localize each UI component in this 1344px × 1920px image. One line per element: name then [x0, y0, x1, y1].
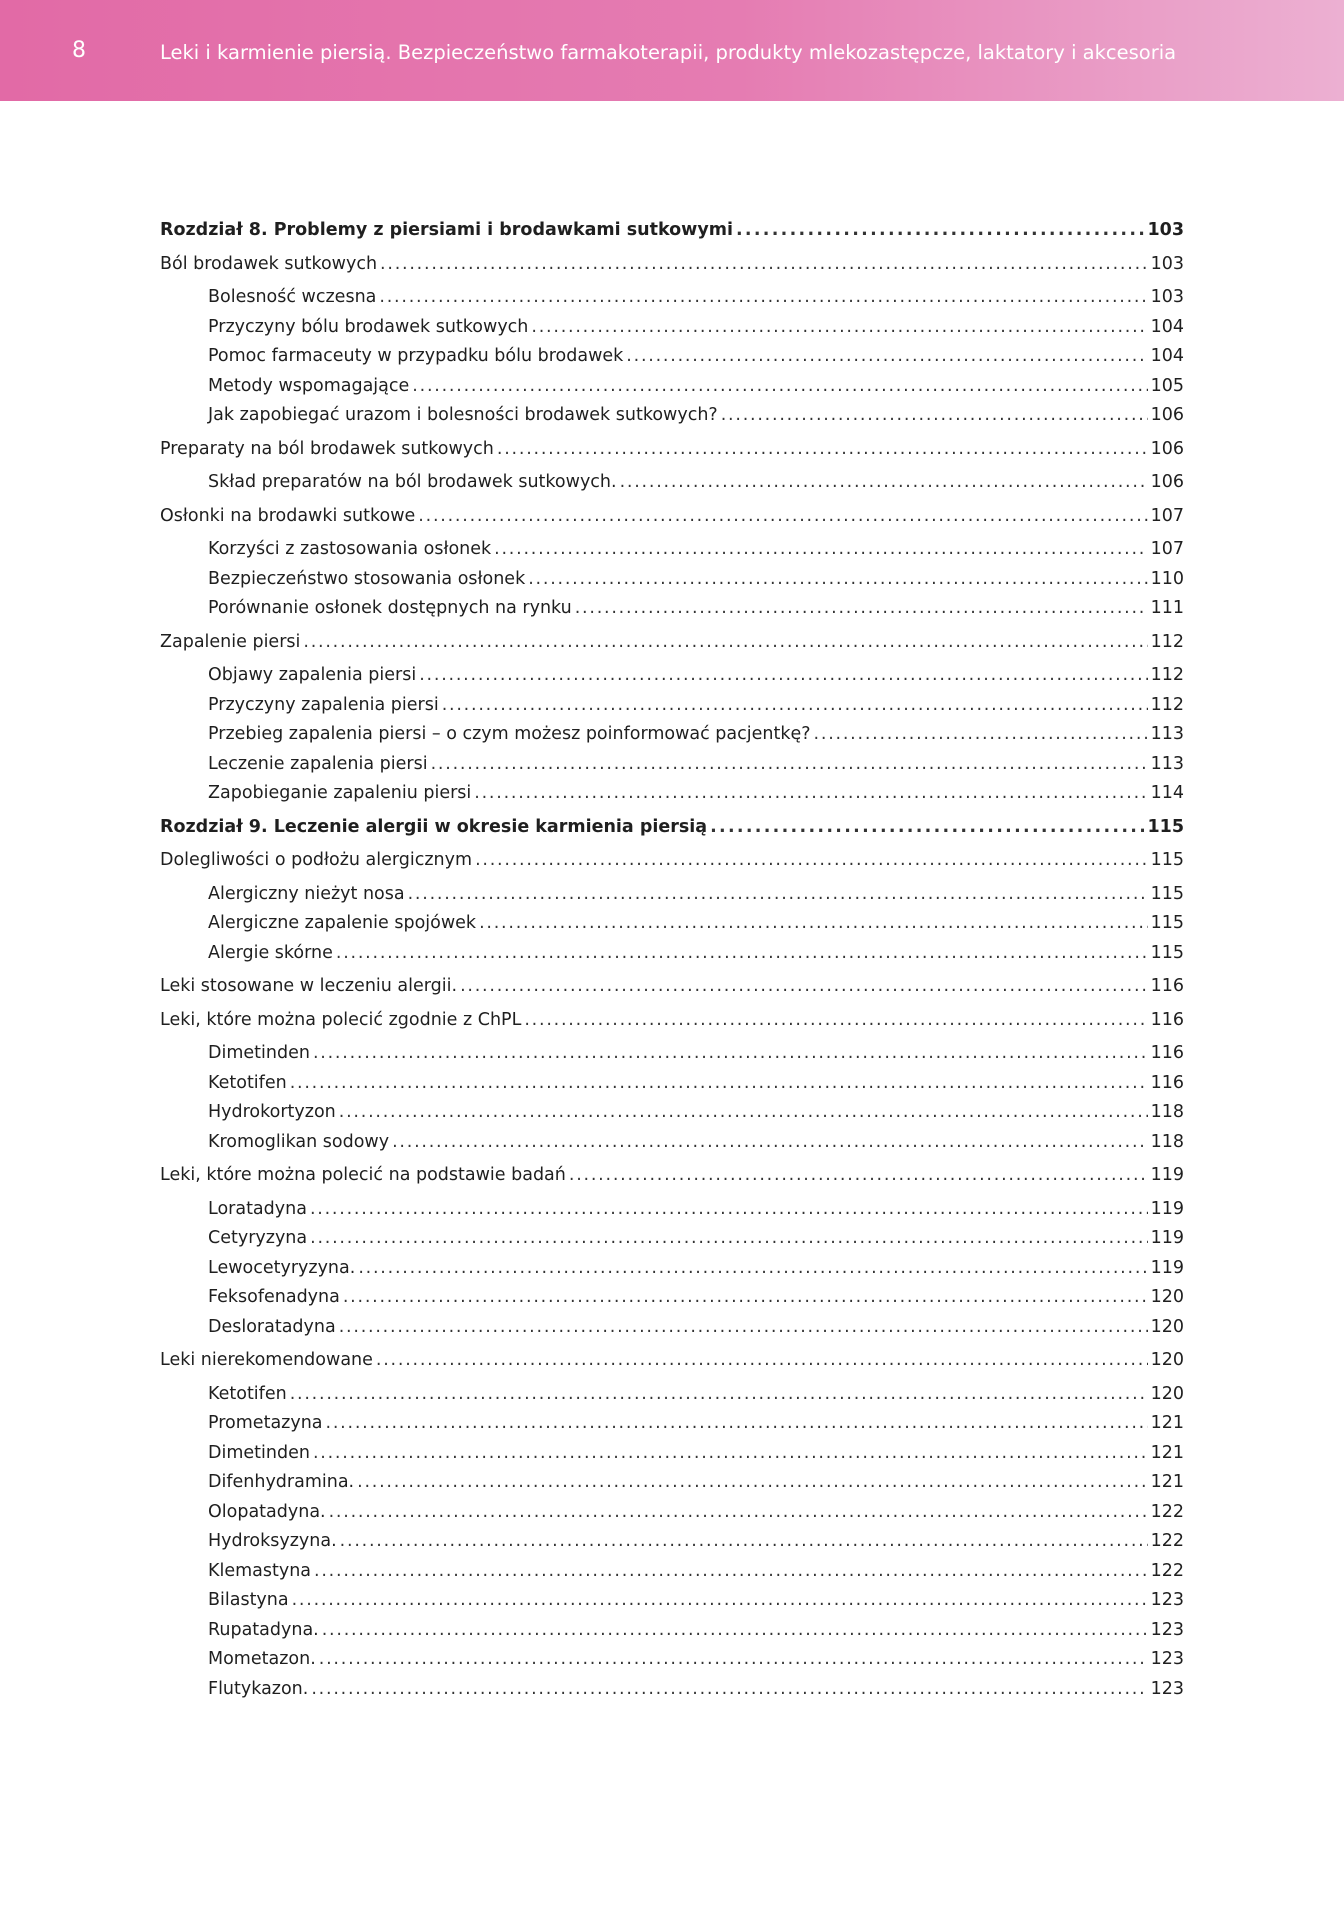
toc-subsection-row [160, 1039, 1184, 1069]
toc-dot-leader [479, 909, 1148, 939]
toc-subsection-row [160, 1128, 1184, 1158]
toc-dot-leader [290, 1069, 1148, 1099]
toc-page-number: 118 [1150, 1102, 1184, 1122]
toc-dot-leader [460, 972, 1148, 1002]
toc-entry-title: Bilastyna [208, 1590, 289, 1610]
toc-page-number: 121 [1150, 1413, 1184, 1433]
toc-entry-title: Skład preparatów na ból brodawek sutkowych. [208, 472, 617, 492]
toc-page-number: 116 [1150, 1009, 1184, 1030]
toc-entry-title: Alergie skórne [208, 942, 333, 963]
toc-page-number: 119 [1150, 1198, 1184, 1219]
toc-dot-leader [392, 1128, 1148, 1158]
toc-dot-leader [314, 1557, 1148, 1587]
toc-dot-leader [626, 342, 1147, 372]
toc-entry-title: Loratadyna [208, 1198, 307, 1219]
toc-subsection-row [160, 909, 1184, 939]
toc-page-number: 112 [1150, 631, 1184, 652]
toc-dot-leader [379, 283, 1147, 313]
toc-entry-title: Alergiczny nieżyt nosa [208, 883, 405, 904]
toc-entry-title: Klemastyna [208, 1560, 312, 1581]
toc-page-number: 123 [1150, 1619, 1184, 1640]
toc-page-number: 118 [1150, 1131, 1184, 1152]
toc-page-number: 103 [1147, 220, 1184, 240]
toc-page-number: 115 [1150, 942, 1184, 963]
toc-dot-leader [418, 502, 1147, 532]
toc-subsection-row [160, 661, 1184, 691]
toc-subsection-row [160, 1380, 1184, 1410]
toc-subsection-row [160, 468, 1184, 498]
toc-page-number: 122 [1150, 1531, 1184, 1551]
toc-page-number: 122 [1150, 1501, 1184, 1522]
toc-subsection-row [160, 594, 1184, 624]
toc-dot-leader [475, 846, 1148, 876]
toc-page-number: 112 [1150, 694, 1184, 715]
toc-subsection-row [160, 1313, 1184, 1343]
toc-section-row [160, 1346, 1184, 1376]
toc-entry-title: Zapalenie piersi [160, 631, 301, 652]
toc-page-number: 103 [1150, 287, 1184, 307]
toc-entry-title: Leki, które można polecić na podstawie badań [160, 1165, 566, 1185]
page-number: 8 [72, 38, 86, 63]
toc-entry-title: Jak zapobiegać urazom i bolesności brodawek sutkowych? [208, 405, 718, 425]
toc-dot-leader [343, 1283, 1148, 1313]
toc-chapter-row [160, 216, 1184, 246]
toc-subsection-row [160, 1224, 1184, 1254]
toc-dot-leader [303, 628, 1147, 658]
toc-page-number: 104 [1150, 346, 1184, 366]
toc-subsection-row [160, 1616, 1184, 1646]
toc-dot-leader [339, 1313, 1148, 1343]
toc-dot-leader [710, 813, 1144, 843]
toc-subsection-row [160, 1675, 1184, 1705]
toc-entry-title: Mometazon. [208, 1649, 316, 1669]
toc-page-number: 120 [1150, 1316, 1184, 1337]
toc-section-row [160, 628, 1184, 658]
toc-page-number: 116 [1150, 1043, 1184, 1063]
toc-entry-title: Zapobieganie zapaleniu piersi [208, 783, 472, 803]
toc-dot-leader [358, 1254, 1147, 1284]
toc-dot-leader [290, 1380, 1148, 1410]
toc-page-number: 121 [1150, 1442, 1184, 1463]
toc-dot-leader [736, 216, 1145, 246]
toc-entry-title: Osłonki na brodawki sutkowe [160, 505, 416, 526]
toc-entry-title: Ból brodawek sutkowych [160, 253, 378, 274]
toc-entry-title: Difenhydramina. [208, 1472, 355, 1492]
toc-entry-title: Hydroksyzyna. [208, 1531, 337, 1551]
toc-section-row [160, 435, 1184, 465]
toc-entry-title: Preparaty na ból brodawek sutkowych [160, 438, 494, 459]
running-title: Leki i karmienie piersią. Bezpieczeństwo farmakoterapii, produkty mlekozastępcze, laktatory i akcesoria [160, 41, 1177, 64]
toc-entry-title: Rozdział 8. Problemy z piersiami i brodawkami sutkowymi [160, 220, 733, 240]
toc-dot-leader [569, 1161, 1148, 1191]
toc-entry-title: Leki stosowane w leczeniu alergii. [160, 976, 458, 996]
toc-page-number: 113 [1150, 753, 1184, 774]
toc-subsection-row [160, 1586, 1184, 1616]
toc-subsection-row [160, 779, 1184, 809]
toc-page-number: 106 [1150, 405, 1184, 425]
toc-subsection-row [160, 1195, 1184, 1225]
toc-dot-leader [419, 661, 1147, 691]
toc-entry-title: Ketotifen [208, 1072, 287, 1093]
toc-dot-leader [310, 1224, 1147, 1254]
toc-entry-title: Dimetinden [208, 1442, 310, 1463]
toc-page-number: 115 [1150, 913, 1184, 933]
toc-page-number: 115 [1147, 816, 1184, 837]
toc-entry-title: Flutykazon. [208, 1678, 309, 1699]
toc-page-number: 115 [1150, 883, 1184, 904]
toc-dot-leader [339, 1098, 1148, 1128]
toc-entry-title: Leki, które można polecić zgodnie z ChPL [160, 1009, 522, 1030]
toc-entry-title: Metody wspomagające [208, 375, 410, 396]
toc-dot-leader [497, 435, 1148, 465]
toc-dot-leader [494, 535, 1147, 565]
toc-entry-title: Porównanie osłonek dostępnych na rynku [208, 598, 572, 618]
toc-dot-leader [412, 372, 1147, 402]
toc-subsection-row [160, 1557, 1184, 1587]
toc-chapter-row [160, 813, 1184, 843]
toc-page-number: 105 [1150, 375, 1184, 396]
toc-page-number: 119 [1150, 1228, 1184, 1248]
toc-entry-title: Pomoc farmaceuty w przypadku bólu brodawek [208, 346, 624, 366]
toc-subsection-row [160, 939, 1184, 969]
toc-entry-title: Hydrokortyzon [208, 1102, 336, 1122]
toc-page-number: 106 [1150, 438, 1184, 459]
toc-entry-title: Leczenie zapalenia piersi [208, 753, 428, 774]
toc-entry-title: Alergiczne zapalenie spojówek [208, 913, 477, 933]
toc-section-row [160, 1006, 1184, 1036]
toc-entry-title: Rozdział 9. Leczenie alergii w okresie karmienia piersią [160, 816, 708, 837]
toc-dot-leader [322, 1616, 1148, 1646]
toc-dot-leader [311, 1675, 1147, 1705]
toc-dot-leader [319, 1645, 1148, 1675]
toc-section-row [160, 846, 1184, 876]
toc-dot-leader [313, 1439, 1148, 1469]
toc-dot-leader [329, 1498, 1148, 1528]
toc-dot-leader [431, 750, 1148, 780]
toc-entry-title: Feksofenadyna [208, 1287, 340, 1307]
toc-subsection-row [160, 1468, 1184, 1498]
toc-page-number: 120 [1150, 1287, 1184, 1307]
toc-dot-leader [528, 565, 1147, 595]
toc-entry-title: Rupatadyna. [208, 1619, 319, 1640]
toc-subsection-row [160, 1409, 1184, 1439]
toc-dot-leader [310, 1195, 1148, 1225]
toc-page-number: 106 [1150, 472, 1184, 492]
toc-entry-title: Objawy zapalenia piersi [208, 665, 417, 685]
toc-page-number: 116 [1150, 1072, 1184, 1093]
toc-entry-title: Olopatadyna. [208, 1501, 326, 1522]
toc-page-number: 110 [1150, 568, 1184, 589]
toc-entry-title: Kromoglikan sodowy [208, 1131, 390, 1152]
toc-page-number: 104 [1150, 316, 1184, 337]
toc-page-number: 120 [1150, 1383, 1184, 1404]
toc-section-row [160, 250, 1184, 280]
toc-subsection-row [160, 535, 1184, 565]
toc-subsection-row [160, 1254, 1184, 1284]
toc-subsection-row [160, 1283, 1184, 1313]
toc-page-number: 115 [1150, 850, 1184, 870]
toc-entry-title: Bezpieczeństwo stosowania osłonek [208, 568, 526, 589]
toc-dot-leader [313, 1039, 1148, 1069]
toc-dot-leader [326, 1409, 1148, 1439]
toc-entry-title: Bolesność wczesna [208, 287, 377, 307]
toc-entry-title: Przyczyny zapalenia piersi [208, 694, 439, 715]
toc-entry-title: Przebieg zapalenia piersi – o czym możesz poinformować pacjentkę? [208, 724, 811, 744]
toc-page-number: 123 [1150, 1649, 1184, 1669]
toc-dot-leader [408, 880, 1148, 910]
toc-entry-title: Dolegliwości o podłożu alergicznym [160, 850, 473, 870]
toc-subsection-row [160, 1527, 1184, 1557]
toc-subsection-row [160, 691, 1184, 721]
toc-subsection-row [160, 283, 1184, 313]
toc-entry-title: Ketotifen [208, 1383, 287, 1404]
toc-page-number: 107 [1150, 539, 1184, 559]
toc-page-number: 112 [1150, 665, 1184, 685]
toc-subsection-row [160, 1498, 1184, 1528]
toc-entry-title: Dimetinden [208, 1043, 310, 1063]
toc-dot-leader [524, 1006, 1147, 1036]
toc-subsection-row [160, 1645, 1184, 1675]
toc-subsection-row [160, 1439, 1184, 1469]
toc-page-number: 123 [1150, 1678, 1184, 1699]
toc-entry-title: Lewocetyryzyna. [208, 1257, 356, 1278]
toc-page-number: 119 [1150, 1165, 1184, 1185]
toc-dot-leader [442, 691, 1148, 721]
toc-entry-title: Cetyryzyna [208, 1228, 308, 1248]
toc-section-row [160, 1161, 1184, 1191]
toc-dot-leader [814, 720, 1148, 750]
toc-subsection-row [160, 313, 1184, 343]
page-header [0, 0, 1344, 101]
toc-dot-leader [376, 1346, 1148, 1376]
toc-entry-title: Prometazyna [208, 1413, 323, 1433]
toc-page-number: 103 [1150, 253, 1184, 274]
toc-page-number: 121 [1150, 1472, 1184, 1492]
toc-entry-title: Przyczyny bólu brodawek sutkowych [208, 316, 529, 337]
toc-dot-leader [575, 594, 1148, 624]
toc-dot-leader [340, 1527, 1148, 1557]
toc-entry-title: Leki nierekomendowane [160, 1350, 373, 1370]
toc-subsection-row [160, 720, 1184, 750]
toc-entry-title: Korzyści z zastosowania osłonek [208, 539, 492, 559]
toc-subsection-row [160, 1098, 1184, 1128]
toc-dot-leader [357, 1468, 1147, 1498]
toc-dot-leader [474, 779, 1147, 809]
toc-page-number: 116 [1150, 976, 1184, 996]
table-of-contents [160, 216, 1184, 1704]
toc-page-number: 120 [1150, 1350, 1184, 1370]
toc-dot-leader [336, 939, 1148, 969]
toc-dot-leader [292, 1586, 1148, 1616]
toc-subsection-row [160, 750, 1184, 780]
toc-subsection-row [160, 880, 1184, 910]
toc-subsection-row [160, 401, 1184, 431]
toc-dot-leader [380, 250, 1148, 280]
toc-entry-title: Desloratadyna [208, 1316, 336, 1337]
toc-dot-leader [721, 401, 1148, 431]
toc-page-number: 122 [1150, 1560, 1184, 1581]
toc-page-number: 119 [1150, 1257, 1184, 1278]
toc-subsection-row [160, 372, 1184, 402]
toc-page-number: 113 [1150, 724, 1184, 744]
toc-page-number: 123 [1150, 1590, 1184, 1610]
toc-page-number: 111 [1150, 598, 1184, 618]
toc-page-number: 114 [1150, 783, 1184, 803]
toc-subsection-row [160, 342, 1184, 372]
toc-dot-leader [620, 468, 1148, 498]
toc-subsection-row [160, 565, 1184, 595]
toc-dot-leader [531, 313, 1147, 343]
toc-section-row [160, 502, 1184, 532]
toc-section-row [160, 972, 1184, 1002]
toc-page-number: 107 [1150, 505, 1184, 526]
toc-subsection-row [160, 1069, 1184, 1099]
